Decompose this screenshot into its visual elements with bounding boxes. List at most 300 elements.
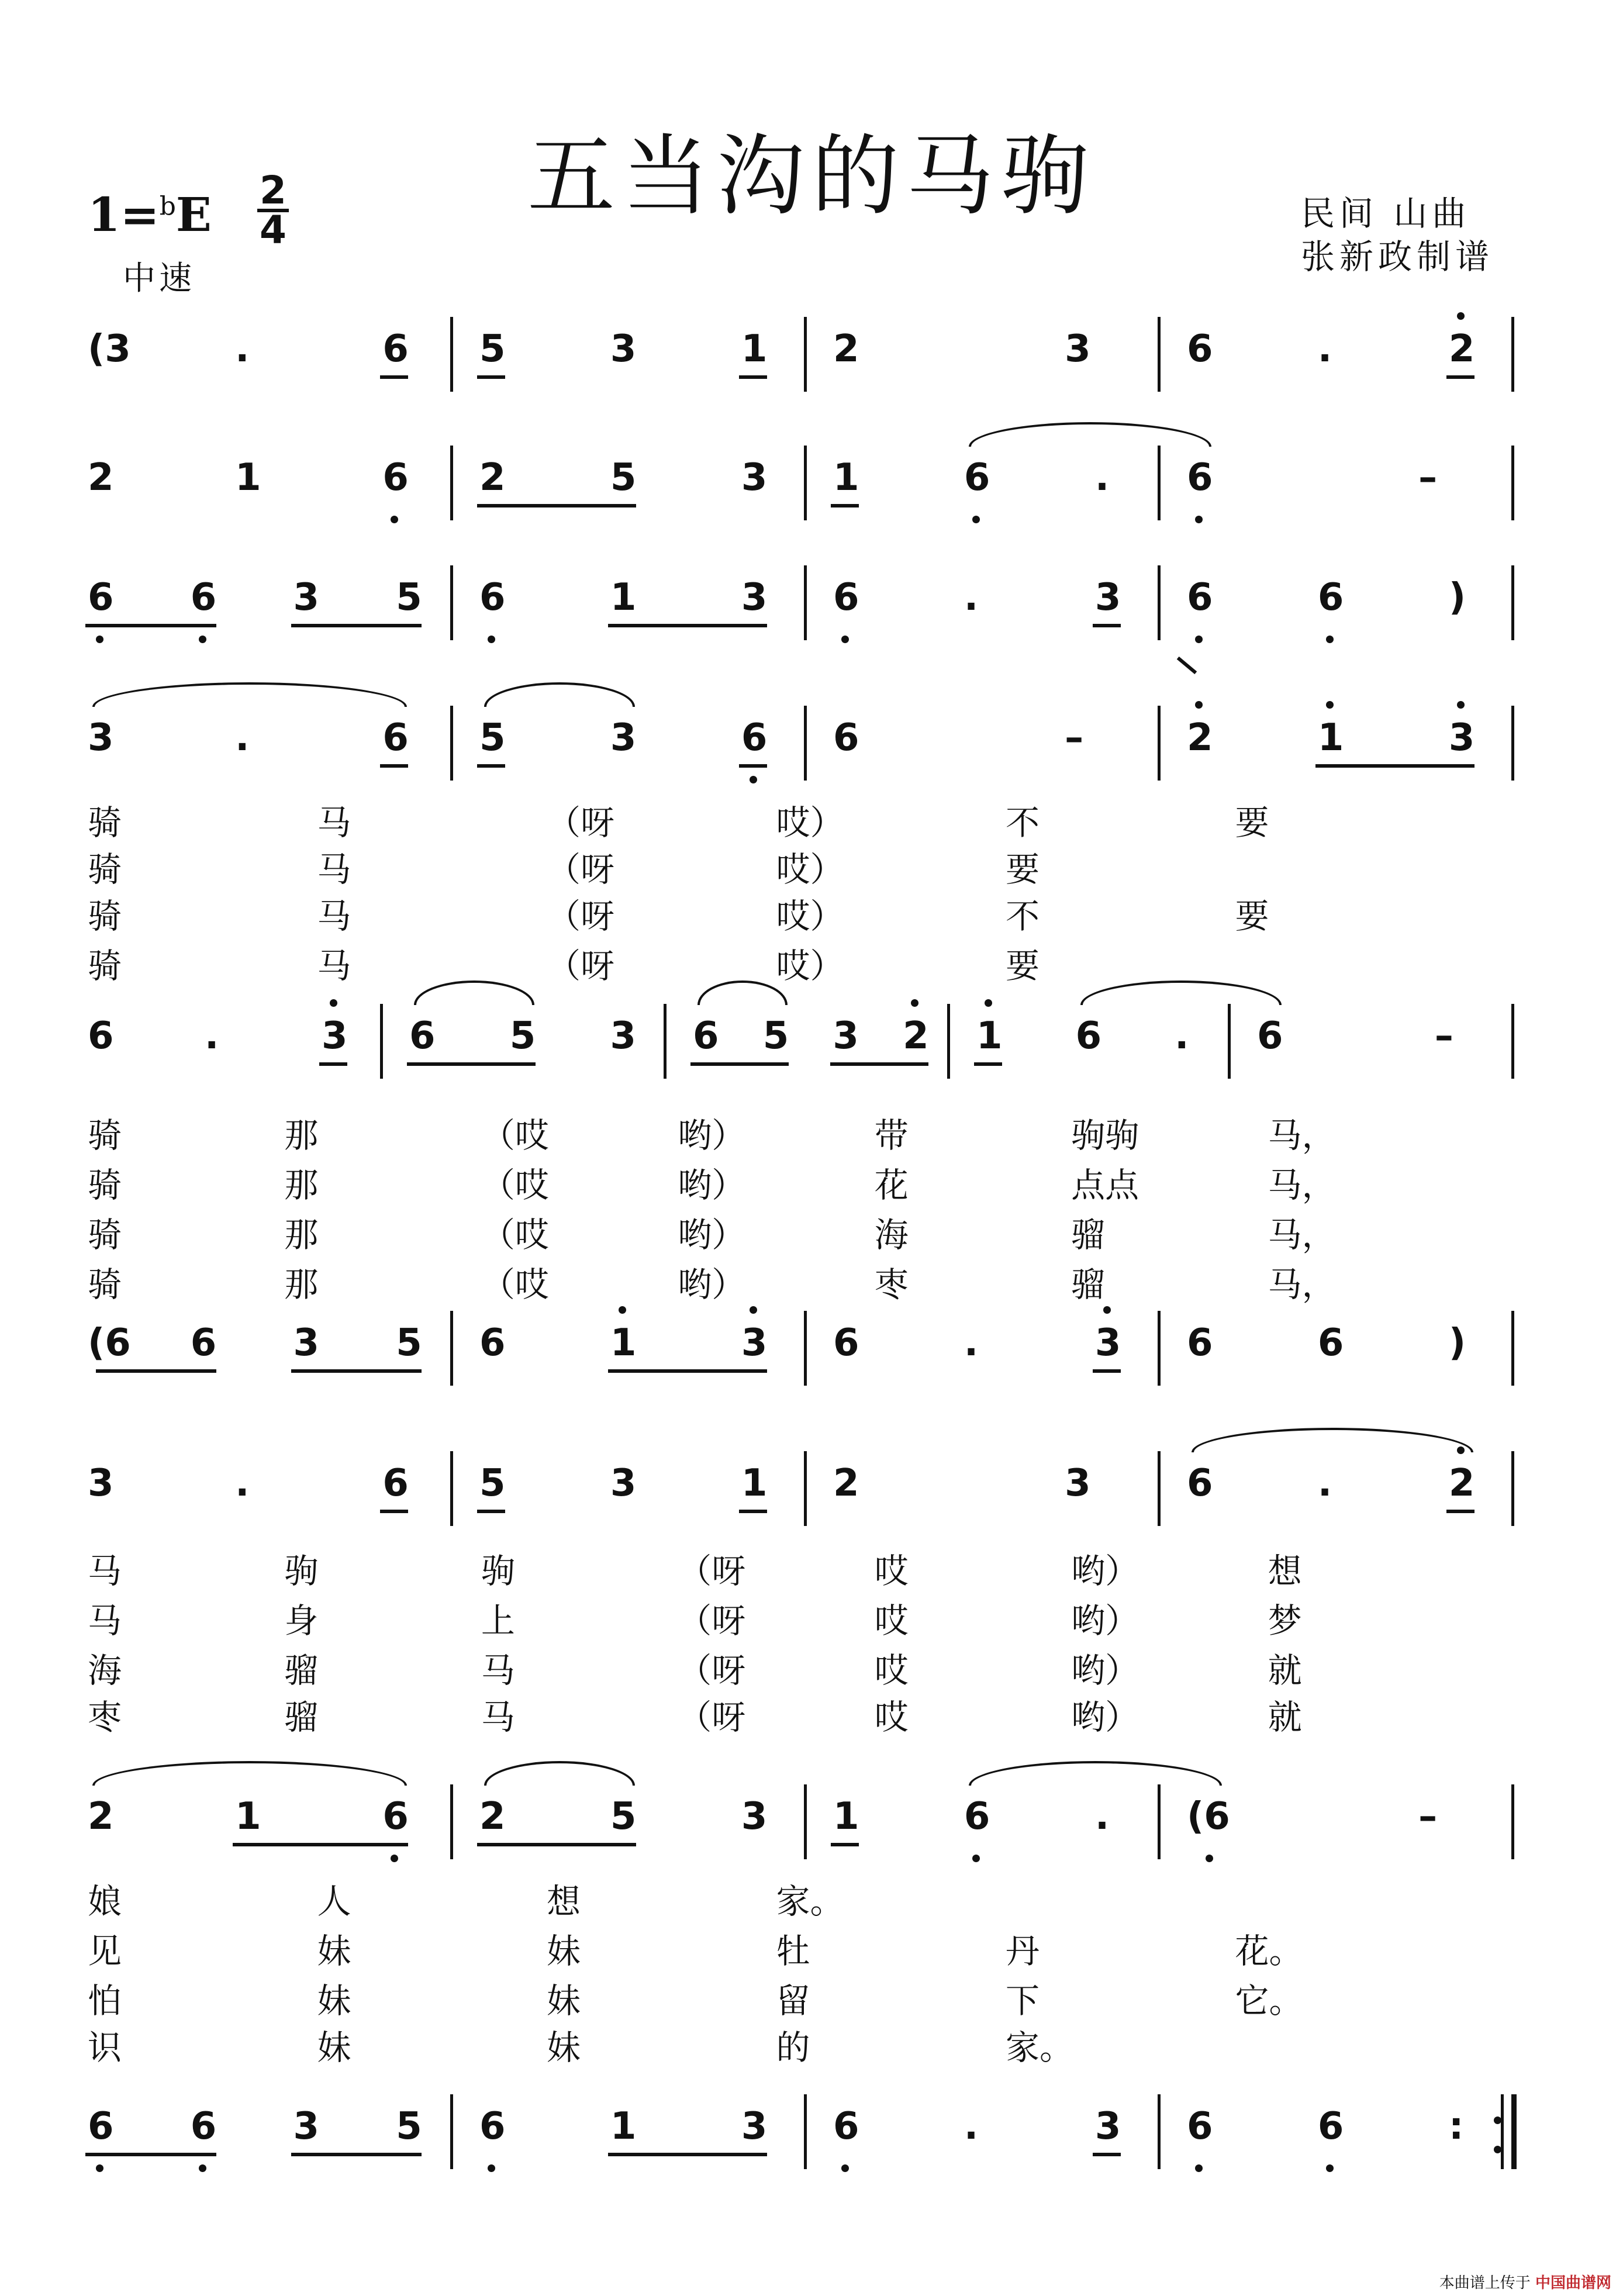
score-note: . <box>235 327 250 371</box>
low-octave-dot <box>488 636 495 643</box>
underline-beam <box>407 1062 536 1066</box>
lyric-word: 骑 <box>88 1116 122 1155</box>
slur-tie <box>92 1761 407 1786</box>
lyric-word: （哎 <box>481 1215 549 1255</box>
score-note: 3 <box>88 1462 114 1505</box>
bar-line <box>450 317 453 392</box>
bar-line <box>450 1311 453 1386</box>
lyric-word: 想 <box>547 1881 581 1921</box>
lyric-word: 就 <box>1268 1651 1302 1690</box>
lyric-word: 不 <box>1006 896 1040 936</box>
lyric-word: 要 <box>1006 850 1040 889</box>
bar-line <box>1511 1784 1514 1859</box>
low-octave-dot <box>1195 636 1203 643</box>
bar-line <box>1511 1311 1514 1386</box>
lyric-word: 哎） <box>776 946 844 986</box>
bar-line <box>450 1784 453 1859</box>
slur-tie <box>1080 980 1282 1005</box>
footer-text: 本曲谱上传于 <box>1439 2274 1531 2292</box>
credit-genre: 民间 山曲 <box>1301 194 1471 233</box>
bar-line <box>804 565 807 640</box>
score-note: 5 <box>610 456 637 499</box>
lyric-word: 妹 <box>317 1981 351 2021</box>
score-note: (3 <box>88 327 131 371</box>
lyric-word: 妹 <box>547 2028 581 2067</box>
score-note: 6 <box>1317 576 1344 619</box>
score-note: 6 <box>1257 1014 1283 1058</box>
repeat-bar-thin <box>1501 2094 1504 2169</box>
lyric-word: 马， <box>1268 1165 1336 1205</box>
score-note: 3 <box>1094 2105 1121 2148</box>
score-note: (6 <box>1187 1795 1230 1838</box>
score-note: 3 <box>610 1014 636 1058</box>
score-note: 1 <box>833 1795 859 1838</box>
score-note: 6 <box>833 2105 859 2148</box>
footer-watermark <box>1439 2271 1611 2292</box>
lyric-word: 哎） <box>776 896 844 936</box>
underline-beam <box>380 764 408 768</box>
bar-line <box>1158 1311 1161 1386</box>
score-note: 2 <box>1448 1462 1475 1505</box>
high-octave-dot <box>1326 701 1334 709</box>
lyric-word: 马 <box>481 1651 515 1690</box>
score-note: 3 <box>741 576 768 619</box>
lyric-word: 马 <box>317 803 351 843</box>
bar-line <box>450 2094 453 2169</box>
lyric-word: 见 <box>88 1931 122 1971</box>
lyric-word: 丹 <box>1006 1931 1040 1971</box>
score-note: 6 <box>693 1014 719 1058</box>
lyric-word: 马 <box>88 1551 122 1591</box>
lyric-word: （哎 <box>481 1265 549 1304</box>
lyric-word: 马 <box>317 896 351 936</box>
slur-tie <box>969 422 1211 447</box>
lyric-word: 妹 <box>547 1981 581 2021</box>
underline-beam <box>739 764 767 768</box>
lyric-word: 带 <box>874 1116 909 1155</box>
lyric-word: 海 <box>874 1215 909 1255</box>
meter-top: 2 <box>257 172 289 212</box>
bar-line <box>450 1451 453 1526</box>
underline-beam <box>291 624 422 627</box>
score-note: 6 <box>1187 576 1213 619</box>
slur-tie <box>414 980 534 1005</box>
lyric-word: 妹 <box>317 1931 351 1971</box>
score-note: 3 <box>741 1321 768 1365</box>
bar-line <box>380 1004 383 1079</box>
score-note: 2 <box>1448 327 1475 371</box>
score-note: 6 <box>382 716 409 759</box>
lyric-word: 骑 <box>88 1265 122 1304</box>
lyric-word: 哟） <box>1071 1551 1139 1591</box>
lyric-word: 留 <box>776 1981 810 2021</box>
low-octave-dot <box>1326 2164 1334 2172</box>
lyric-word: 哎 <box>874 1697 909 1737</box>
lyric-word: 识 <box>88 2028 122 2067</box>
bar-line <box>1511 1451 1514 1526</box>
score-note: . <box>1175 1014 1189 1058</box>
score-note: 6 <box>382 1462 409 1505</box>
score-note: 6 <box>190 1321 217 1365</box>
underline-beam <box>1093 2153 1121 2156</box>
bar-line <box>1158 2094 1161 2169</box>
footer-brand: 中国曲谱网 <box>1535 2274 1611 2292</box>
lyric-word: 哟） <box>678 1116 746 1155</box>
score-note: 6 <box>741 716 768 759</box>
lyric-word: 那 <box>284 1215 319 1255</box>
underline-beam <box>1446 1510 1474 1513</box>
score-note: 2 <box>88 1795 114 1838</box>
key-letter: E <box>175 187 212 242</box>
score-note: 1 <box>610 1321 637 1365</box>
score-note: 3 <box>1448 716 1475 759</box>
score-note: 1 <box>610 2105 637 2148</box>
lyric-word: 那 <box>284 1116 319 1155</box>
lyric-word: 就 <box>1268 1697 1302 1737</box>
bar-line <box>804 1311 807 1386</box>
score-note: . <box>205 1014 219 1058</box>
bar-line <box>1158 565 1161 640</box>
underline-beam <box>830 1062 928 1066</box>
high-octave-dot <box>1103 1306 1111 1314</box>
lyric-word: 马 <box>481 1697 515 1737</box>
score-note: 2 <box>479 456 506 499</box>
score-note: 5 <box>479 327 506 371</box>
score-note: 3 <box>293 2105 320 2148</box>
score-note: 1 <box>833 456 859 499</box>
lyric-word: 那 <box>284 1165 319 1205</box>
bar-line <box>1511 2094 1517 2169</box>
score-note: 6 <box>1187 456 1213 499</box>
score-note: 6 <box>190 2105 217 2148</box>
score-note: 5 <box>509 1014 536 1058</box>
score-note: 3 <box>1094 576 1121 619</box>
lyric-word: 怕 <box>88 1981 122 2021</box>
lyric-word: 哎） <box>776 850 844 889</box>
underline-beam <box>291 2153 422 2156</box>
score-note: . <box>1094 456 1110 499</box>
lyric-word: 哟） <box>678 1265 746 1304</box>
score-note: ) <box>1448 576 1466 619</box>
score-note: . <box>1317 327 1332 371</box>
bar-line <box>1511 446 1514 520</box>
lyric-word: 的 <box>776 2028 810 2067</box>
score-note: . <box>235 1462 250 1505</box>
lyric-word: 梦 <box>1268 1601 1302 1641</box>
lyric-word: （呀 <box>678 1697 746 1737</box>
score-note: 3 <box>610 716 637 759</box>
underline-beam <box>96 1369 216 1373</box>
score-note: 2 <box>903 1014 929 1058</box>
bar-line <box>1511 565 1514 640</box>
meter-bottom: 4 <box>260 208 286 253</box>
lyric-word: 要 <box>1006 946 1040 986</box>
low-octave-dot <box>96 2164 103 2172</box>
tempo-marking: 中速 <box>123 260 195 298</box>
score-note: 6 <box>190 576 217 619</box>
score-note: ) <box>1448 1321 1466 1365</box>
underline-beam <box>477 764 505 768</box>
low-octave-dot <box>488 2164 495 2172</box>
score-note: 6 <box>1187 2105 1213 2148</box>
breath-mark <box>1177 657 1197 674</box>
lyric-word: （呀 <box>547 946 615 986</box>
underline-beam <box>477 375 505 379</box>
lyric-word: 妹 <box>547 1931 581 1971</box>
lyric-word: 骝 <box>1071 1265 1106 1304</box>
score-note: . <box>964 576 979 619</box>
bar-line <box>450 446 453 520</box>
low-octave-dot <box>1195 2164 1203 2172</box>
score-note: 3 <box>741 1795 768 1838</box>
lyric-word: 马， <box>1268 1265 1336 1304</box>
score-note: 3 <box>293 1321 320 1365</box>
page-title: 五当沟的马驹 <box>527 126 1096 227</box>
lyric-word: 哟） <box>1071 1651 1139 1690</box>
underline-beam <box>85 624 216 627</box>
lyric-word: 那 <box>284 1265 319 1304</box>
bar-line <box>1511 706 1514 781</box>
underline-beam <box>608 2153 767 2156</box>
lyric-word: 它。 <box>1235 1981 1303 2021</box>
score-note: 6 <box>833 576 859 619</box>
score-note: 6 <box>409 1014 436 1058</box>
score-note: 6 <box>1187 327 1213 371</box>
score-note: 3 <box>1065 327 1091 371</box>
score-note: 5 <box>396 2105 422 2148</box>
high-octave-dot <box>330 999 337 1007</box>
low-octave-dot <box>841 2164 849 2172</box>
score-note: 2 <box>479 1795 506 1838</box>
bar-line <box>1158 1451 1161 1526</box>
underline-beam <box>739 375 767 379</box>
score-note: 2 <box>833 327 859 371</box>
low-octave-dot <box>1206 1855 1213 1862</box>
slur-tie <box>484 1761 635 1786</box>
repeat-dot <box>1494 2117 1501 2124</box>
score-note: . <box>235 716 250 759</box>
bar-line <box>1511 317 1514 392</box>
high-octave-dot <box>619 1306 626 1314</box>
high-octave-dot <box>1457 701 1465 709</box>
score-note: 1 <box>610 576 637 619</box>
lyric-word: 不 <box>1006 803 1040 843</box>
lyric-word: 马， <box>1268 1116 1336 1155</box>
lyric-word: 哟） <box>678 1215 746 1255</box>
score-note: – <box>1434 1014 1453 1058</box>
lyric-word: （呀 <box>547 803 615 843</box>
score-note: 6 <box>88 576 114 619</box>
score-note: 3 <box>1065 1462 1091 1505</box>
low-octave-dot <box>96 636 103 643</box>
low-octave-dot <box>391 516 398 523</box>
lyric-word: 牡 <box>776 1931 810 1971</box>
bar-line <box>804 446 807 520</box>
underline-beam <box>974 1062 1002 1066</box>
score-note: 6 <box>964 1795 990 1838</box>
lyric-word: （哎 <box>481 1165 549 1205</box>
flat-sign: b <box>159 191 176 222</box>
lyric-word: 哟） <box>678 1165 746 1205</box>
underline-beam <box>1093 1369 1121 1373</box>
slur-tie <box>697 980 788 1005</box>
slur-tie <box>969 1761 1222 1786</box>
lyric-word: 骑 <box>88 1215 122 1255</box>
underline-beam <box>739 1510 767 1513</box>
score-note: 6 <box>1075 1014 1102 1058</box>
score-note: 6 <box>833 716 859 759</box>
score-note: 5 <box>762 1014 789 1058</box>
lyric-word: 娘 <box>88 1881 122 1921</box>
score-note: 6 <box>833 1321 859 1365</box>
score-note: 6 <box>479 2105 506 2148</box>
score-note: 1 <box>235 456 261 499</box>
underline-beam <box>690 1062 789 1066</box>
score-note: 6 <box>479 1321 506 1365</box>
score-note: 5 <box>396 576 422 619</box>
score-note: 3 <box>88 716 114 759</box>
lyric-word: 骑 <box>88 850 122 889</box>
low-octave-dot <box>1326 636 1334 643</box>
slur-tie <box>92 682 407 707</box>
score-note: 1 <box>1317 716 1344 759</box>
key-prefix: 1= <box>88 187 160 242</box>
low-octave-dot <box>972 516 980 523</box>
lyric-word: （呀 <box>547 850 615 889</box>
high-octave-dot <box>911 999 918 1007</box>
score-note: 6 <box>382 456 409 499</box>
credit-arranger: 张新政制谱 <box>1301 237 1494 277</box>
score-note: . <box>1094 1795 1110 1838</box>
lyric-word: 花。 <box>1235 1931 1303 1971</box>
score-note: 5 <box>479 716 506 759</box>
score-note: 5 <box>610 1795 637 1838</box>
lyric-word: 骑 <box>88 896 122 936</box>
lyric-word: 人 <box>317 1881 351 1921</box>
underline-beam <box>291 1369 422 1373</box>
slur-tie <box>484 682 635 707</box>
low-octave-dot <box>1195 516 1203 523</box>
bar-line <box>1158 706 1161 781</box>
score-note: 6 <box>1317 1321 1344 1365</box>
score-note: 1 <box>741 1462 768 1505</box>
lyric-word: 骑 <box>88 946 122 986</box>
underline-beam <box>608 1369 767 1373</box>
lyric-word: 骝 <box>1071 1215 1106 1255</box>
low-octave-dot <box>841 636 849 643</box>
score-note: 6 <box>88 2105 114 2148</box>
lyric-word: 要 <box>1235 803 1269 843</box>
bar-line <box>804 317 807 392</box>
score-note: 6 <box>1317 2105 1344 2148</box>
lyric-word: 骑 <box>88 803 122 843</box>
low-octave-dot <box>750 776 757 783</box>
underline-beam <box>477 1843 636 1846</box>
lyric-word: 哎） <box>776 803 844 843</box>
lyric-word: 身 <box>284 1601 319 1641</box>
lyric-word: 家。 <box>776 1881 844 1921</box>
lyric-word: 枣 <box>88 1697 122 1737</box>
score-note: 5 <box>479 1462 506 1505</box>
bar-line <box>804 1451 807 1526</box>
repeat-dot <box>1494 2146 1501 2153</box>
score-note: – <box>1418 456 1438 499</box>
underline-beam <box>608 624 767 627</box>
bar-line <box>804 1784 807 1859</box>
lyric-word: 枣 <box>874 1265 909 1304</box>
lyric-word: 哎 <box>874 1651 909 1690</box>
lyric-word: 驹驹 <box>1071 1116 1139 1155</box>
lyric-word: 骝 <box>284 1651 319 1690</box>
underline-beam <box>477 504 636 507</box>
high-octave-dot <box>985 999 992 1007</box>
lyric-word: 哎 <box>874 1601 909 1641</box>
high-octave-dot <box>750 1306 757 1314</box>
lyric-word: 上 <box>481 1601 515 1641</box>
lyric-word: （哎 <box>481 1116 549 1155</box>
underline-beam <box>85 2153 216 2156</box>
lyric-word: 想 <box>1268 1551 1302 1591</box>
score-note: – <box>1065 716 1084 759</box>
score-note: 6 <box>479 576 506 619</box>
score-note: 6 <box>382 1795 409 1838</box>
score-note: 3 <box>741 456 768 499</box>
score-note: 6 <box>1187 1321 1213 1365</box>
bar-line <box>450 565 453 640</box>
time-signature <box>257 168 289 253</box>
score-note: 3 <box>322 1014 348 1058</box>
score-note: . <box>964 2105 979 2148</box>
low-octave-dot <box>199 2164 206 2172</box>
bar-line <box>1158 1784 1161 1859</box>
key-signature <box>88 187 212 242</box>
low-octave-dot <box>391 1855 398 1862</box>
bar-line <box>1511 1004 1514 1079</box>
score-note: 5 <box>396 1321 422 1365</box>
score-note: 2 <box>88 456 114 499</box>
lyric-word: 花 <box>874 1165 909 1205</box>
score-note: 3 <box>1094 1321 1121 1365</box>
high-octave-dot <box>1457 312 1465 320</box>
bar-line <box>1158 317 1161 392</box>
slur-tie <box>1192 1428 1473 1452</box>
score-note: 1 <box>235 1795 261 1838</box>
lyric-word: 下 <box>1006 1981 1040 2021</box>
lyric-word: 海 <box>88 1651 122 1690</box>
low-octave-dot <box>972 1855 980 1862</box>
bar-line <box>947 1004 950 1079</box>
score-note: 3 <box>293 576 320 619</box>
score-note: 3 <box>610 327 637 371</box>
score-note: : <box>1448 2105 1464 2148</box>
score-note: 2 <box>833 1462 859 1505</box>
score-note: 3 <box>610 1462 637 1505</box>
bar-line <box>1158 446 1161 520</box>
lyric-word: 骝 <box>284 1697 319 1737</box>
lyric-word: 哎 <box>874 1551 909 1591</box>
score-note: . <box>1317 1462 1332 1505</box>
underline-beam <box>831 504 859 507</box>
score-note: 1 <box>741 327 768 371</box>
underline-beam <box>831 1843 859 1846</box>
lyric-word: 家。 <box>1006 2028 1074 2067</box>
bar-line <box>1228 1004 1231 1079</box>
score-note: . <box>964 1321 979 1365</box>
score-note: 6 <box>382 327 409 371</box>
bar-line <box>804 2094 807 2169</box>
underline-beam <box>1315 764 1474 768</box>
low-octave-dot <box>199 636 206 643</box>
